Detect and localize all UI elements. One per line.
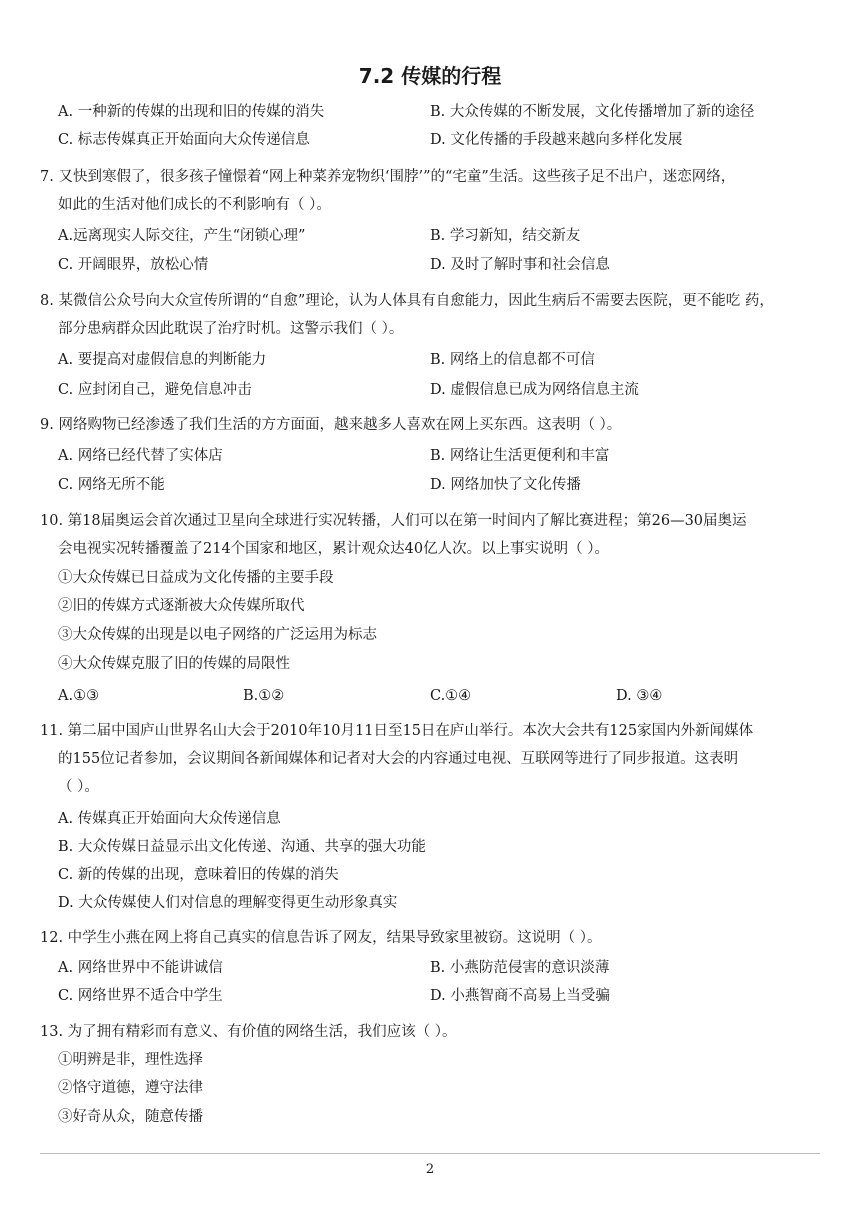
q10-statement: ④大众传媒克服了旧的传媒的局限性 <box>58 656 290 672</box>
q13-statement: ②恪守道德，遵守法律 <box>58 1080 203 1096</box>
q8-option-c: C. 应封闭自己，避免信息冲击 <box>58 382 252 398</box>
q11-option-b: B. 大众传媒日益显示出文化传递、沟通、共享的强大功能 <box>58 839 426 855</box>
q11-option-d: D. 大众传媒使人们对信息的理解变得更生动形象真实 <box>58 895 398 911</box>
q6-option-c: C. 标志传媒真正开始面向大众传递信息 <box>58 132 310 148</box>
q7-option-d: D. 及时了解时事和社会信息 <box>430 257 610 273</box>
q9-stem: 9. 网络购物已经渗透了我们生活的方方面面，越来越多人喜欢在网上买东西。这表明（ ）。 <box>40 417 622 433</box>
q10-statement: ③大众传媒的出现是以电子网络的广泛运用为标志 <box>58 627 377 643</box>
footer-divider <box>40 1153 820 1154</box>
q13-statement: ①明辨是非，理性选择 <box>58 1052 203 1068</box>
q8-stem: 部分患病群众因此耽误了治疗时机。这警示我们（ ）。 <box>58 321 404 337</box>
q10-option-c: C.①④ <box>430 688 472 704</box>
q7-option-c: C. 开阔眼界，放松心情 <box>58 257 209 273</box>
page-number: 2 <box>425 1162 435 1177</box>
q9-option-b: B. 网络让生活更便利和丰富 <box>430 448 610 464</box>
q12-option-c: C. 网络世界不适合中学生 <box>58 988 223 1004</box>
q12-option-b: B. 小燕防范侵害的意识淡薄 <box>430 960 610 976</box>
q7-option-b: B. 学习新知，结交新友 <box>430 228 581 244</box>
q7-stem: 如此的生活对他们成长的不利影响有（ ）。 <box>58 197 331 213</box>
q6-option-b: B. 大众传媒的不断发展，文化传播增加了新的途径 <box>430 104 755 120</box>
q11-stem: 11. 第二届中国庐山世界名山大会于2010年10月11日至15日在庐山举行。本次大会共有125家国内外新闻媒体 <box>40 723 754 739</box>
q13-stem: 13. 为了拥有精彩而有意义、有价值的网络生活，我们应该（ ）。 <box>40 1024 457 1040</box>
q6-option-d: D. 文化传播的手段越来越向多样化发展 <box>430 132 683 148</box>
q12-option-d: D. 小燕智商不高易上当受骗 <box>430 988 610 1004</box>
q11-option-a: A. 传媒真正开始面向大众传递信息 <box>58 811 281 827</box>
q9-option-c: C. 网络无所不能 <box>58 477 165 493</box>
page-title: 7.2 传媒的行程 <box>358 64 502 88</box>
q9-option-a: A. 网络已经代替了实体店 <box>58 448 223 464</box>
q13-statement: ③好奇从众，随意传播 <box>58 1109 203 1125</box>
q10-option-a: A.①③ <box>58 688 100 704</box>
q11-option-c: C. 新的传媒的出现，意味着旧的传媒的消失 <box>58 867 339 883</box>
q12-option-a: A. 网络世界中不能讲诚信 <box>58 960 223 976</box>
q9-option-d: D. 网络加快了文化传播 <box>430 477 581 493</box>
q8-option-b: B. 网络上的信息都不可信 <box>430 352 595 368</box>
q10-stem: 10. 第18届奥运会首次通过卫星向全球进行实况转播，人们可以在第一时间内了解比赛进程；第26—30届奥运 <box>40 513 747 529</box>
q11-stem: 的155位记者参加，会议期间各新闻媒体和记者对大会的内容通过电视、互联网等进行了同步报道。这表明 <box>58 751 739 767</box>
q10-statement: ①大众传媒已日益成为文化传播的主要手段 <box>58 570 334 586</box>
q7-option-a: A.远离现实人际交往，产生“闭锁心理” <box>58 228 306 244</box>
q6-option-a: A. 一种新的传媒的出现和旧的传媒的消失 <box>58 104 325 120</box>
q12-stem: 12. 中学生小燕在网上将自己真实的信息告诉了网友，结果导致家里被窃。这说明（ ）。 <box>40 930 602 946</box>
q7-stem: 7. 又快到寒假了，很多孩子憧憬着“网上种菜养宠物织‘围脖’”的“宅童”生活。这些孩子足不出户，迷恋网络， <box>40 169 736 185</box>
q10-option-b: B.①② <box>243 688 285 704</box>
q8-option-a: A. 要提高对虚假信息的判断能力 <box>58 352 267 368</box>
q11-stem: （ ）。 <box>58 779 99 795</box>
q10-option-d: D. ③④ <box>616 688 663 704</box>
q8-stem: 8. 某微信公众号向大众宣传所谓的“自愈”理论，认为人体具有自愈能力，因此生病后不需要去医院，更不能吃 药， <box>40 293 774 309</box>
q8-option-d: D. 虚假信息已成为网络信息主流 <box>430 382 639 398</box>
q10-statement: ②旧的传媒方式逐渐被大众传媒所取代 <box>58 598 305 614</box>
q10-stem: 会电视实况转播覆盖了214个国家和地区，累计观众达40亿人次。以上事实说明（ ）。 <box>58 541 609 557</box>
